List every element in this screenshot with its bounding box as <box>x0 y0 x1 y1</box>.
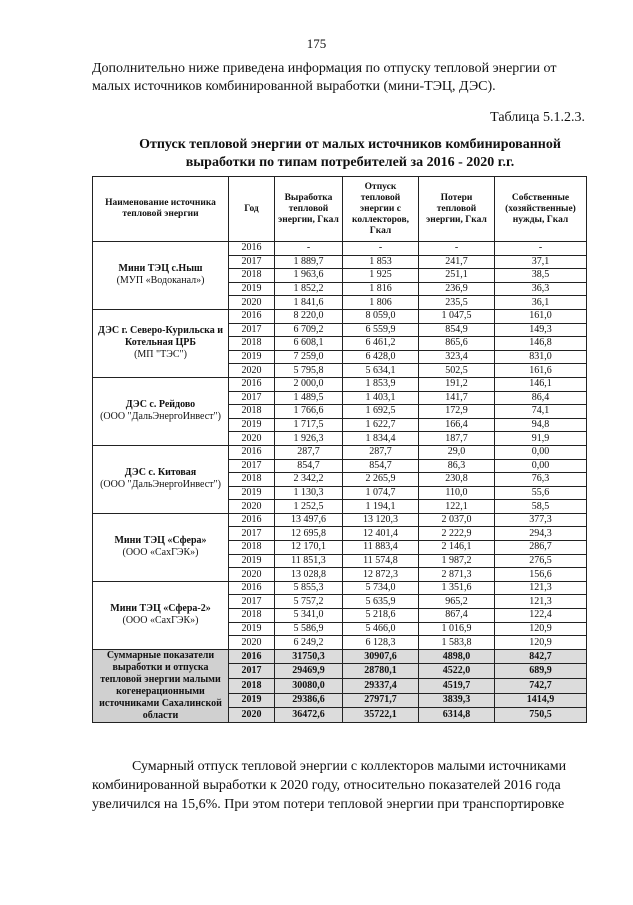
losses-cell: 1 583,8 <box>419 636 495 650</box>
release-cell: 1 853,9 <box>343 377 419 391</box>
source-org: (ООО «СахГЭК») <box>122 547 199 559</box>
source-name: Мини ТЭЦ «Сфера» <box>114 535 207 547</box>
source-org: (ООО "ДальЭнергоИнвест") <box>100 479 221 491</box>
own-needs-cell: - <box>495 242 587 256</box>
own-needs-cell: 121,3 <box>495 595 587 609</box>
year-cell: 2018 <box>229 337 275 351</box>
year-cell: 2019 <box>229 486 275 500</box>
release-cell: 1 806 <box>343 296 419 310</box>
release-cell: 1 622,7 <box>343 418 419 432</box>
release-cell: 6 128,3 <box>343 636 419 650</box>
summary-year-cell: 2017 <box>229 664 275 679</box>
own-needs-cell: 58,5 <box>495 500 587 514</box>
own-needs-cell: 377,3 <box>495 513 587 527</box>
table-row <box>93 309 587 323</box>
source-org: (ООО «СахГЭК») <box>122 615 199 627</box>
release-cell: 5 635,9 <box>343 595 419 609</box>
header-source: Наименование источника тепловой энергии <box>93 177 229 242</box>
own-needs-cell: 156,6 <box>495 568 587 582</box>
summary-year-cell: 2019 <box>229 693 275 708</box>
year-cell: 2020 <box>229 432 275 446</box>
own-needs-cell: 0,00 <box>495 459 587 473</box>
release-cell: 287,7 <box>343 445 419 459</box>
summary-release-cell: 28780,1 <box>343 664 419 679</box>
release-cell: 6 559,9 <box>343 323 419 337</box>
losses-cell: 241,7 <box>419 255 495 269</box>
year-cell: 2017 <box>229 323 275 337</box>
table-row <box>93 445 587 459</box>
production-cell: 12 170,1 <box>275 541 343 555</box>
own-needs-cell: 831,0 <box>495 350 587 364</box>
release-cell: 5 466,0 <box>343 622 419 636</box>
summary-year-cell: 2020 <box>229 708 275 723</box>
summary-losses-cell: 4522,0 <box>419 664 495 679</box>
losses-cell: 86,3 <box>419 459 495 473</box>
release-cell: 2 265,9 <box>343 473 419 487</box>
summary-losses-cell: 4519,7 <box>419 679 495 694</box>
own-needs-cell: 74,1 <box>495 405 587 419</box>
table-title: Отпуск тепловой энергии от малых источников комбинированной выработки по типам потребителей за 2016 - 2020 г.г. <box>139 137 561 170</box>
summary-own-needs-cell: 742,7 <box>495 679 587 694</box>
header-production: Выработка тепловой энергии, Гкал <box>275 177 343 242</box>
year-cell: 2019 <box>229 282 275 296</box>
production-cell: 12 695,8 <box>275 527 343 541</box>
release-cell: 1 834,4 <box>343 432 419 446</box>
production-cell: 1 926,3 <box>275 432 343 446</box>
losses-cell: 29,0 <box>419 445 495 459</box>
losses-cell: - <box>419 242 495 256</box>
losses-cell: 2 871,3 <box>419 568 495 582</box>
summary-own-needs-cell: 689,9 <box>495 664 587 679</box>
production-cell: 854,7 <box>275 459 343 473</box>
summary-production-cell: 36472,6 <box>275 708 343 723</box>
header-losses: Потери тепловой энергии, Гкал <box>419 177 495 242</box>
year-cell: 2019 <box>229 350 275 364</box>
own-needs-cell: 146,8 <box>495 337 587 351</box>
production-cell: 287,7 <box>275 445 343 459</box>
release-cell: 1 816 <box>343 282 419 296</box>
source-name: Мини ТЭЦ с.Ныш <box>118 263 203 275</box>
release-cell: 1 403,1 <box>343 391 419 405</box>
production-cell: 11 851,3 <box>275 554 343 568</box>
losses-cell: 2 037,0 <box>419 513 495 527</box>
source-name-cell <box>93 309 229 377</box>
year-cell: 2017 <box>229 459 275 473</box>
year-cell: 2018 <box>229 541 275 555</box>
source-name: Мини ТЭЦ «Сфера-2» <box>110 603 211 615</box>
losses-cell: 323,4 <box>419 350 495 364</box>
own-needs-cell: 276,5 <box>495 554 587 568</box>
year-cell: 2017 <box>229 255 275 269</box>
release-cell: 6 428,0 <box>343 350 419 364</box>
table-number: Таблица 5.1.2.3. <box>490 110 585 125</box>
production-cell: - <box>275 242 343 256</box>
summary-release-cell: 27971,7 <box>343 693 419 708</box>
year-cell: 2016 <box>229 581 275 595</box>
losses-cell: 865,6 <box>419 337 495 351</box>
own-needs-cell: 94,8 <box>495 418 587 432</box>
release-cell: 1 692,5 <box>343 405 419 419</box>
own-needs-cell: 146,1 <box>495 377 587 391</box>
production-cell: 2 342,2 <box>275 473 343 487</box>
losses-cell: 191,2 <box>419 377 495 391</box>
own-needs-cell: 86,4 <box>495 391 587 405</box>
source-org: (МП "ТЭС") <box>134 349 187 361</box>
own-needs-cell: 122,4 <box>495 609 587 623</box>
intro-paragraph: Дополнительно ниже приведена информация по отпуску тепловой энергии от малых источников комбинированной выработки (мини-ТЭЦ, ДЭС). <box>92 61 557 94</box>
losses-cell: 166,4 <box>419 418 495 432</box>
own-needs-cell: 36,1 <box>495 296 587 310</box>
production-cell: 1 841,6 <box>275 296 343 310</box>
production-cell: 2 000,0 <box>275 377 343 391</box>
summary-label-cell: Суммарные показатели выработки и отпуска тепловой энергии малыми когенерационными источниками Сахалинской области <box>93 649 229 722</box>
summary-release-cell: 30907,6 <box>343 649 419 664</box>
source-name-cell <box>93 445 229 513</box>
release-cell: 12 401,4 <box>343 527 419 541</box>
source-name-cell <box>93 377 229 445</box>
losses-cell: 1 016,9 <box>419 622 495 636</box>
year-cell: 2020 <box>229 636 275 650</box>
summary-own-needs-cell: 750,5 <box>495 708 587 723</box>
year-cell: 2018 <box>229 609 275 623</box>
year-cell: 2017 <box>229 527 275 541</box>
production-cell: 6 249,2 <box>275 636 343 650</box>
losses-cell: 854,9 <box>419 323 495 337</box>
losses-cell: 251,1 <box>419 269 495 283</box>
heat-release-table <box>92 176 587 723</box>
own-needs-cell: 286,7 <box>495 541 587 555</box>
release-cell: 11 574,8 <box>343 554 419 568</box>
own-needs-cell: 121,3 <box>495 581 587 595</box>
losses-cell: 1 351,6 <box>419 581 495 595</box>
summary-production-cell: 29469,9 <box>275 664 343 679</box>
production-cell: 1 717,5 <box>275 418 343 432</box>
summary-year-cell: 2018 <box>229 679 275 694</box>
release-cell: 8 059,0 <box>343 309 419 323</box>
summary-own-needs-cell: 1414,9 <box>495 693 587 708</box>
losses-cell: 867,4 <box>419 609 495 623</box>
release-cell: 5 218,6 <box>343 609 419 623</box>
production-cell: 5 586,9 <box>275 622 343 636</box>
losses-cell: 2 146,1 <box>419 541 495 555</box>
source-name: ДЭС с. Рейдово <box>125 399 196 411</box>
year-cell: 2019 <box>229 554 275 568</box>
release-cell: 854,7 <box>343 459 419 473</box>
header-release: Отпуск тепловой энергии с коллекторов, Гкал <box>343 177 419 242</box>
own-needs-cell: 161,0 <box>495 309 587 323</box>
losses-cell: 187,7 <box>419 432 495 446</box>
year-cell: 2020 <box>229 296 275 310</box>
production-cell: 5 341,0 <box>275 609 343 623</box>
outro-paragraph: Сумарный отпуск тепловой энергии с коллекторов малыми источниками комбинированной выработки к 2020 году, относительно показателей 2016 года увеличился на 15,6%. При этом потери тепловой энергии при транспортировке <box>92 759 567 812</box>
release-cell: 5 734,0 <box>343 581 419 595</box>
release-cell: 6 461,2 <box>343 337 419 351</box>
year-cell: 2019 <box>229 622 275 636</box>
production-cell: 13 028,8 <box>275 568 343 582</box>
production-cell: 5 757,2 <box>275 595 343 609</box>
release-cell: 5 634,1 <box>343 364 419 378</box>
release-cell: 1 194,1 <box>343 500 419 514</box>
year-cell: 2020 <box>229 568 275 582</box>
source-org: (МУП «Водоканал») <box>116 275 205 287</box>
year-cell: 2016 <box>229 445 275 459</box>
summary-production-cell: 31750,3 <box>275 649 343 664</box>
header-own-needs: Собственные (хозяйственные) нужды, Гкал <box>495 177 587 242</box>
release-cell: 12 872,3 <box>343 568 419 582</box>
losses-cell: 230,8 <box>419 473 495 487</box>
production-cell: 8 220,0 <box>275 309 343 323</box>
production-cell: 5 855,3 <box>275 581 343 595</box>
losses-cell: 235,5 <box>419 296 495 310</box>
own-needs-cell: 55,6 <box>495 486 587 500</box>
own-needs-cell: 161,6 <box>495 364 587 378</box>
year-cell: 2018 <box>229 473 275 487</box>
production-cell: 6 608,1 <box>275 337 343 351</box>
source-name-cell <box>93 513 229 581</box>
source-name-cell <box>93 242 229 310</box>
release-cell: 1 925 <box>343 269 419 283</box>
year-cell: 2018 <box>229 405 275 419</box>
production-cell: 1 889,7 <box>275 255 343 269</box>
summary-losses-cell: 3839,3 <box>419 693 495 708</box>
header-year: Год <box>229 177 275 242</box>
table-row <box>93 242 587 256</box>
table-row <box>93 377 587 391</box>
summary-production-cell: 30080,0 <box>275 679 343 694</box>
losses-cell: 141,7 <box>419 391 495 405</box>
losses-cell: 122,1 <box>419 500 495 514</box>
table-row <box>93 513 587 527</box>
losses-cell: 1 047,5 <box>419 309 495 323</box>
production-cell: 1 852,2 <box>275 282 343 296</box>
page-number: 175 <box>306 36 327 51</box>
losses-cell: 965,2 <box>419 595 495 609</box>
own-needs-cell: 38,5 <box>495 269 587 283</box>
year-cell: 2017 <box>229 595 275 609</box>
losses-cell: 110,0 <box>419 486 495 500</box>
summary-losses-cell: 4898,0 <box>419 649 495 664</box>
losses-cell: 2 222,9 <box>419 527 495 541</box>
year-cell: 2020 <box>229 364 275 378</box>
summary-release-cell: 35722,1 <box>343 708 419 723</box>
own-needs-cell: 76,3 <box>495 473 587 487</box>
year-cell: 2016 <box>229 309 275 323</box>
year-cell: 2020 <box>229 500 275 514</box>
year-cell: 2017 <box>229 391 275 405</box>
summary-year-cell: 2016 <box>229 649 275 664</box>
year-cell: 2016 <box>229 377 275 391</box>
release-cell: 11 883,4 <box>343 541 419 555</box>
production-cell: 6 709,2 <box>275 323 343 337</box>
summary-release-cell: 29337,4 <box>343 679 419 694</box>
own-needs-cell: 294,3 <box>495 527 587 541</box>
production-cell: 13 497,6 <box>275 513 343 527</box>
own-needs-cell: 120,9 <box>495 636 587 650</box>
production-cell: 1 130,3 <box>275 486 343 500</box>
own-needs-cell: 0,00 <box>495 445 587 459</box>
release-cell: - <box>343 242 419 256</box>
losses-cell: 502,5 <box>419 364 495 378</box>
source-org: (ООО "ДальЭнергоИнвест") <box>100 411 221 423</box>
source-name: ДЭС г. Северо-Курильска и Котельная ЦРБ <box>97 325 224 349</box>
year-cell: 2018 <box>229 269 275 283</box>
year-cell: 2019 <box>229 418 275 432</box>
release-cell: 1 853 <box>343 255 419 269</box>
losses-cell: 172,9 <box>419 405 495 419</box>
own-needs-cell: 37,1 <box>495 255 587 269</box>
production-cell: 1 766,6 <box>275 405 343 419</box>
source-name: ДЭС с. Китовая <box>124 467 197 479</box>
production-cell: 5 795,8 <box>275 364 343 378</box>
summary-production-cell: 29386,6 <box>275 693 343 708</box>
losses-cell: 1 987,2 <box>419 554 495 568</box>
production-cell: 1 252,5 <box>275 500 343 514</box>
production-cell: 1 489,5 <box>275 391 343 405</box>
release-cell: 13 120,3 <box>343 513 419 527</box>
production-cell: 7 259,0 <box>275 350 343 364</box>
own-needs-cell: 120,9 <box>495 622 587 636</box>
own-needs-cell: 91,9 <box>495 432 587 446</box>
release-cell: 1 074,7 <box>343 486 419 500</box>
own-needs-cell: 36,3 <box>495 282 587 296</box>
own-needs-cell: 149,3 <box>495 323 587 337</box>
summary-losses-cell: 6314,8 <box>419 708 495 723</box>
summary-row <box>93 649 587 664</box>
table-row <box>93 581 587 595</box>
losses-cell: 236,9 <box>419 282 495 296</box>
summary-own-needs-cell: 842,7 <box>495 649 587 664</box>
source-name-cell <box>93 581 229 649</box>
production-cell: 1 963,6 <box>275 269 343 283</box>
year-cell: 2016 <box>229 242 275 256</box>
year-cell: 2016 <box>229 513 275 527</box>
